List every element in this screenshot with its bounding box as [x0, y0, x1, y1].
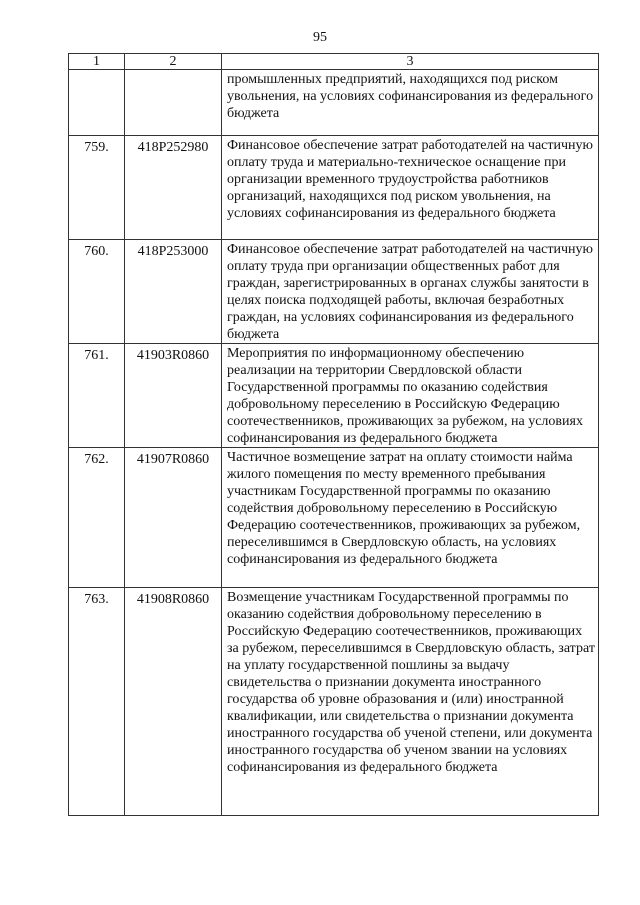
row-description: Мероприятия по информационному обеспечению реализации на территории Свердловской области Государственной программы по оказанию содействия добровольному переселению в Российскую Федерацию соотечественников, проживающих за рубежом, на условиях софинансирования из федерального бюджета: [222, 344, 599, 448]
row-code: 41903R0860: [125, 344, 222, 448]
table-row: [69, 136, 599, 240]
row-number: 760.: [69, 240, 125, 344]
row-code: 41908R0860: [125, 588, 222, 816]
row-description: Возмещение участникам Государственной программы по оказанию содействия добровольному переселению в Российскую Федерацию соотечественников, проживающих за рубежом, переселившимся в Свердловскую область, затрат на уплату государственной пошлины за выдачу свидетельства о признании документа иностранного государства об уровне образования и (или) иностранной квалификации, или свидетельства о признании документа иностранного государства об ученой степени, или документа иностранного государства об ученом звании на условиях софинансирования из федерального бюджета: [222, 588, 599, 816]
row-code: 418P252980: [125, 136, 222, 240]
row-number: 761.: [69, 344, 125, 448]
row-number: 763.: [69, 588, 125, 816]
row-number: 762.: [69, 448, 125, 588]
row-code: 41907R0860: [125, 448, 222, 588]
table-row: [69, 344, 599, 448]
page-number: 95: [313, 30, 327, 45]
row-description: Финансовое обеспечение затрат работодателей на частичную оплату труда и материально-техническое оснащение при организации временного трудоустройства работников организаций, находящихся под риском увольнения, на условиях софинансирования из федерального бюджета: [222, 136, 599, 240]
row-description: промышленных предприятий, находящихся под риском увольнения, на условиях софинансирования из федерального бюджета: [222, 70, 599, 136]
row-code: 418P253000: [125, 240, 222, 344]
row-number: 759.: [69, 136, 125, 240]
row-code: [125, 70, 222, 136]
row-description: Финансовое обеспечение затрат работодателей на частичную оплату труда при организации общественных работ для граждан, зарегистрированных в органах службы занятости в целях поиска подходящей работы, включая безработных граждан, на условиях софинансирования из федерального бюджета: [222, 240, 599, 344]
column-header-code: 2: [125, 54, 222, 70]
column-header-number: 1: [69, 54, 125, 70]
table-row: [69, 70, 599, 136]
table-row: [69, 240, 599, 344]
table-row: [69, 448, 599, 588]
column-header-description: 3: [222, 54, 599, 70]
row-number: [69, 70, 125, 136]
row-description: Частичное возмещение затрат на оплату стоимости найма жилого помещения по месту временного пребывания участникам Государственной программы по оказанию содействия добровольному переселению в Российскую Федерацию соотечественников, проживающих за рубежом, переселившимся в Свердловскую область, на условиях софинансирования из федерального бюджета: [222, 448, 599, 588]
table-header-row: [69, 54, 599, 70]
table-row: [69, 588, 599, 816]
budget-code-table: [68, 53, 599, 816]
